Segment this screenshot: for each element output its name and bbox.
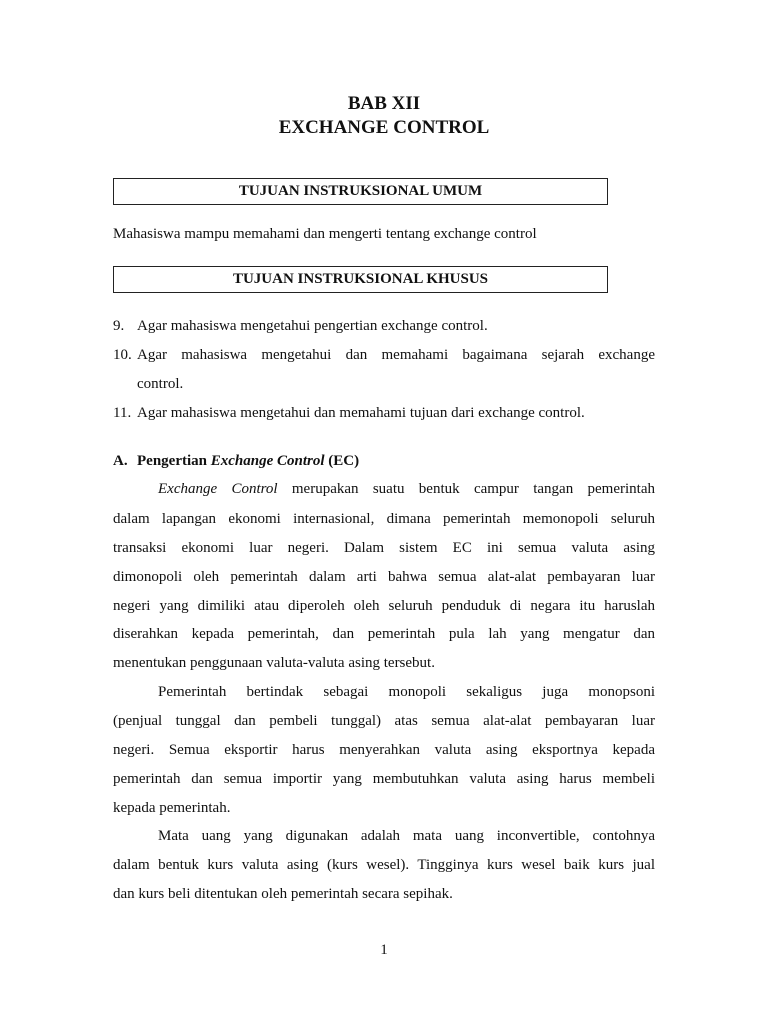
paragraph-line: pemerintah dan semua importir yang membutuhkan valuta asing harus membeli [113, 771, 655, 787]
paragraph-italic-term: Exchange Control [158, 481, 278, 497]
tiu-header: TUJUAN INSTRUKSIONAL UMUM [238, 183, 483, 199]
paragraph-line: menentukan penggunaan valuta-valuta asing tersebut. [113, 655, 435, 671]
tik-item [113, 316, 655, 336]
paragraph-line: Mata uang yang digunakan adalah mata uang inconvertible, contohnya [158, 828, 655, 844]
paragraph-line: diserahkan kepada pemerintah, dan pemerintah pula lah yang mengatur dan [113, 626, 655, 642]
tik-item-text: Agar mahasiswa mengetahui pengertian exchange control. [137, 318, 488, 334]
tik-item-text: Agar mahasiswa mengetahui dan memahami bagaimana sejarah exchange [137, 347, 655, 363]
paragraph-text: merupakan suatu bentuk campur tangan pemerintah [277, 481, 655, 497]
section-heading [113, 451, 655, 471]
tik-item-number: 10. [113, 347, 132, 363]
tik-item [113, 345, 655, 365]
paragraph-line: dalam bentuk kurs valuta asing (kurs wesel). Tingginya kurs wesel baik kurs jual [113, 857, 655, 873]
paragraph-line: dan kurs beli ditentukan oleh pemerintah secara sepihak. [113, 886, 453, 902]
section-letter: A. [113, 453, 128, 469]
paragraph-line: dalam lapangan ekonomi internasional, dimana pemerintah memonopoli seluruh [113, 511, 655, 527]
chapter-title: EXCHANGE CONTROL [278, 117, 490, 138]
tik-item-number: 9. [113, 318, 125, 334]
paragraph-line: negeri yang dimiliki atau diperoleh oleh seluruh penduduk di negara itu haruslah [113, 598, 655, 614]
section-heading-pre: Pengertian [137, 453, 211, 469]
tik-item-number: 11. [113, 405, 132, 421]
section-heading-post: (EC) [324, 453, 360, 469]
section-heading-italic: Exchange Control [210, 453, 325, 469]
paragraph-line: (penjual tunggal dan pembeli tunggal) atas semua alat-alat pembayaran luar [113, 713, 655, 729]
paragraph-line [113, 479, 655, 499]
paragraph-line: negeri. Semua eksportir harus menyerahkan valuta asing eksportnya kepada [113, 742, 655, 758]
tik-header: TUJUAN INSTRUKSIONAL KHUSUS [232, 271, 489, 287]
tik-item [113, 403, 655, 423]
tik-item-continuation: control. [137, 376, 184, 392]
tiu-header-box [113, 178, 608, 205]
chapter-number: BAB XII [347, 93, 421, 114]
tiu-text: Mahasiswa mampu memahami dan mengerti tentang exchange control [113, 226, 537, 242]
tik-item-text: Agar mahasiswa mengetahui dan memahami tujuan dari exchange control. [137, 405, 585, 421]
paragraph-line: kepada pemerintah. [113, 800, 231, 816]
page-number: 1 [380, 942, 388, 958]
paragraph-line: Pemerintah bertindak sebagai monopoli sekaligus juga monopsoni [158, 684, 655, 700]
paragraph-line: dimonopoli oleh pemerintah dalam arti bahwa semua alat-alat pembayaran luar [113, 569, 655, 585]
tik-header-box [113, 266, 608, 293]
paragraph-line: transaksi ekonomi luar negeri. Dalam sistem EC ini semua valuta asing [113, 540, 655, 556]
